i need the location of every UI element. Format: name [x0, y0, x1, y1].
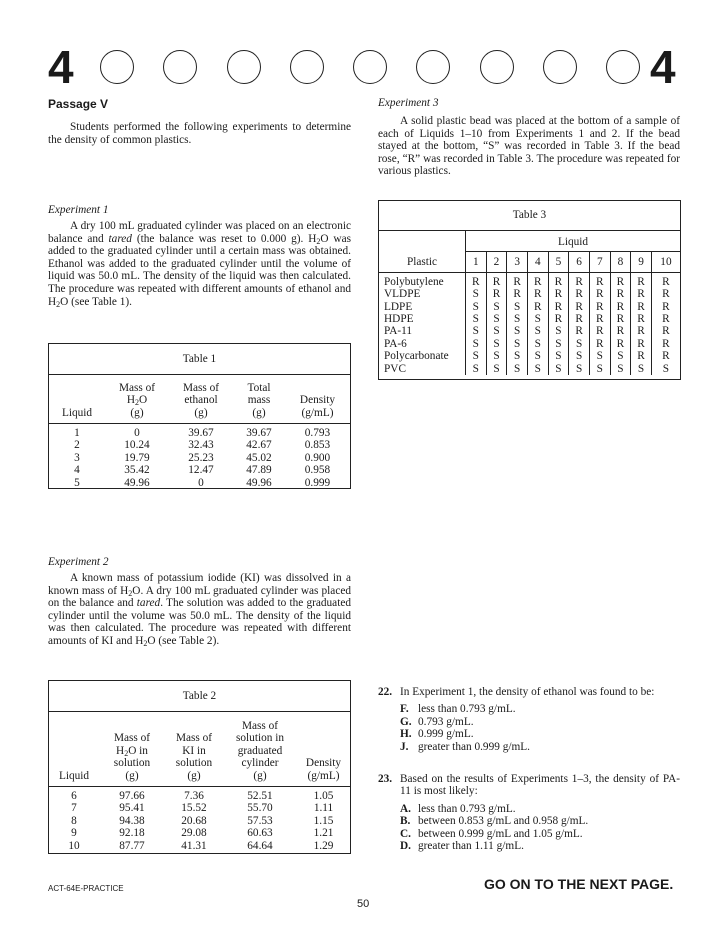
- answer-option[interactable]: [400, 803, 680, 815]
- answer-option[interactable]: [400, 741, 680, 753]
- table-3-result: S: [610, 363, 631, 375]
- table-cell: 47.89: [246, 464, 272, 477]
- table-cell: 57.53: [247, 814, 273, 827]
- answer-text: less than 0.793 g/mL.: [418, 802, 516, 815]
- table-3-result: S: [589, 363, 610, 375]
- table-1-header: Mass of $H_2O$ (g): [118, 381, 156, 419]
- decorative-circle: [416, 50, 450, 84]
- table-cell: 1: [74, 427, 80, 439]
- table-cell: 35.42: [124, 464, 150, 477]
- question-stem: In Experiment 1, the density of ethanol was found to be:: [400, 686, 655, 698]
- table-row: [379, 288, 680, 300]
- table-cell: 7.36: [184, 790, 204, 802]
- table-cell: 6: [71, 790, 77, 802]
- table-3-result: S: [466, 350, 487, 362]
- table-row: [49, 802, 350, 814]
- table-3-result: R: [651, 272, 680, 288]
- section-number-left: 4: [48, 41, 74, 93]
- table-row: [49, 815, 350, 827]
- question: [378, 686, 680, 753]
- table-1-header: Total mass (g): [247, 381, 271, 419]
- table-3-result: S: [527, 363, 548, 375]
- table-3-result: S: [486, 313, 507, 325]
- table-3-result: R: [507, 288, 528, 300]
- table-3-result: R: [486, 288, 507, 300]
- table-cell: 1.15: [313, 814, 334, 827]
- table-3-result: S: [548, 350, 569, 362]
- table-3-result: S: [527, 338, 548, 350]
- experiment-1-text: A dry 100 mL graduated cylinder was placed on an electronic balance and tared (the balance was reset to 0.000 g). $H_2O$ was added to the graduated cylinder until a certain mass was obtained. Ethanol was added to the graduated cylinder until the volume of liquid was 50.0 mL. The density of the liquid was then calculated. The procedure was repeated with different amounts of ethanol and $H_2O$ (see Table 1).: [48, 220, 351, 309]
- answer-letter: B.: [400, 815, 411, 828]
- answer-text: less than 0.793 g/mL.: [418, 703, 516, 716]
- table-cell: 60.63: [247, 827, 273, 840]
- answer-letter: C.: [400, 827, 411, 840]
- answer-letter: F.: [400, 703, 409, 716]
- table-3-result: R: [569, 325, 590, 337]
- table-3-plastic: PA-6: [384, 337, 407, 350]
- answer-option[interactable]: [400, 716, 680, 728]
- table-row: [49, 477, 350, 489]
- table-1-caption: Table 1: [49, 344, 350, 375]
- table-3-liquid-header: 4: [527, 252, 548, 272]
- passage-title: Passage V: [48, 97, 109, 111]
- table-3-result: S: [466, 363, 487, 375]
- decorative-circle: [353, 50, 387, 84]
- table-cell: 97.66: [119, 790, 145, 802]
- table-3-result: R: [548, 272, 569, 288]
- table-3-result: R: [589, 301, 610, 313]
- table-cell: 95.41: [119, 802, 145, 815]
- table-3-result: S: [486, 338, 507, 350]
- table-3-result: S: [548, 325, 569, 337]
- table-3-result: R: [548, 313, 569, 325]
- table-row: [49, 464, 350, 476]
- table-cell: 52.51: [247, 790, 273, 802]
- table-3-result: R: [589, 272, 610, 288]
- table-1-header: Mass of ethanol (g): [182, 381, 220, 419]
- table-row: [49, 439, 350, 451]
- table-1-grid: [49, 379, 350, 423]
- table-3-result: R: [631, 301, 652, 313]
- table-3-result: R: [589, 313, 610, 325]
- table-row: [379, 272, 680, 288]
- table-row: [49, 787, 350, 803]
- answer-option[interactable]: [400, 703, 680, 715]
- answer-option[interactable]: [400, 815, 680, 827]
- table-cell: 55.70: [247, 802, 273, 815]
- table-cell: 32.43: [188, 439, 214, 452]
- decorative-circle: [543, 50, 577, 84]
- table-3-liquid-header: 10: [651, 252, 680, 272]
- table-1-header: Density (g/mL): [299, 394, 336, 419]
- table-cell: 10: [68, 839, 80, 852]
- table-cell: 41.31: [181, 839, 207, 852]
- table-3: [378, 200, 681, 380]
- continue-text: GO ON TO THE NEXT PAGE.: [484, 876, 674, 892]
- table-3-result: R: [610, 313, 631, 325]
- table-3-result: S: [486, 363, 507, 375]
- table-1-header-row: [49, 379, 350, 423]
- answer-letter: J.: [400, 740, 409, 753]
- table-cell: 10.24: [124, 439, 150, 452]
- answer-option[interactable]: [400, 728, 680, 740]
- table-3-liquid-header: 8: [610, 252, 631, 272]
- table-3-result: S: [486, 350, 507, 362]
- table-2-grid: [49, 718, 350, 786]
- table-3-result: R: [466, 272, 487, 288]
- table-3-result: S: [569, 363, 590, 375]
- table-3-result: R: [651, 325, 680, 337]
- table-3-plastic: PVC: [384, 362, 406, 375]
- table-cell: 42.67: [246, 439, 272, 452]
- table-cell: 1.11: [313, 802, 334, 815]
- table-2-header: Mass of solution in graduated cylinder (g): [235, 719, 285, 782]
- table-cell: 1.21: [313, 827, 334, 840]
- table-cell: 12.47: [188, 464, 214, 477]
- table-cell: 0.958: [304, 464, 331, 477]
- answer-text: greater than 0.999 g/mL.: [418, 740, 530, 753]
- question-stem: Based on the results of Experiments 1–3, the density of PA-11 is most likely:: [400, 773, 680, 798]
- table-row: [379, 338, 680, 350]
- table-3-result: S: [569, 350, 590, 362]
- table-3-result: R: [610, 301, 631, 313]
- answer-letter: H.: [400, 728, 412, 741]
- table-3-result: R: [486, 272, 507, 288]
- table-3-result: R: [569, 313, 590, 325]
- table-3-result: R: [548, 301, 569, 313]
- table-row: [49, 827, 350, 839]
- table-3-result: S: [527, 350, 548, 362]
- table-cell: 39.67: [246, 427, 272, 439]
- table-3-plastic: LDPE: [384, 300, 413, 313]
- table-cell: 0: [134, 427, 140, 439]
- table-3-result: S: [651, 363, 680, 375]
- table-cell: 0: [198, 476, 204, 489]
- table-cell: 25.23: [188, 451, 214, 464]
- table-cell: 19.79: [124, 451, 150, 464]
- table-1-body: [49, 423, 350, 489]
- decorative-circle: [100, 50, 134, 84]
- table-row: [379, 325, 680, 337]
- table-cell: 45.02: [246, 451, 272, 464]
- table-3-result: R: [507, 272, 528, 288]
- table-cell: 2: [74, 439, 80, 452]
- table-cell: 0.999: [304, 476, 331, 489]
- table-cell: 9: [71, 827, 77, 840]
- table-3-result: R: [631, 350, 652, 362]
- table-3-liquid-label: Liquid: [466, 231, 681, 252]
- table-3-result: R: [631, 338, 652, 350]
- table-row: [379, 313, 680, 325]
- table-1: [48, 343, 351, 489]
- table-cell: 0.853: [304, 439, 331, 452]
- table-3-result: R: [651, 313, 680, 325]
- table-row: [49, 840, 350, 852]
- table-cell: 49.96: [246, 476, 272, 489]
- table-row: [379, 301, 680, 313]
- table-cell: 1.29: [313, 839, 334, 852]
- table-3-result: R: [589, 325, 610, 337]
- table-3-result: R: [610, 272, 631, 288]
- table-2-header-row: [49, 718, 350, 786]
- table-3-result: S: [466, 338, 487, 350]
- table-cell: 92.18: [119, 827, 145, 840]
- answer-text: greater than 1.11 g/mL.: [418, 840, 524, 853]
- table-cell: 29.08: [181, 827, 207, 840]
- table-3-liquid-label-row: [379, 231, 680, 252]
- table-3-result: S: [507, 338, 528, 350]
- table-3-result: S: [569, 338, 590, 350]
- table-3-result: R: [631, 325, 652, 337]
- form-code: ACT-64E-PRACTICE: [48, 884, 124, 893]
- table-2-body: [49, 786, 350, 852]
- answer-text: between 0.853 g/mL and 0.958 g/mL.: [418, 815, 589, 828]
- table-3-result: R: [527, 288, 548, 300]
- table-cell: 4: [74, 464, 80, 477]
- experiment-1-title: Experiment 1: [48, 204, 109, 216]
- table-cell: 15.52: [181, 802, 207, 815]
- experiment-2-text: A known mass of potassium iodide (KI) was dissolved in a known mass of $H_2O$. A dry 100 mL graduated cylinder was placed on the balance and tared. The solution was added to the graduated cylinder until the volume was 50.0 mL. The density of the liquid was then calculated. The procedure was repeated with different amounts of KI and $H_2O$ (see Table 2).: [48, 572, 352, 648]
- table-2-header: Density (g/mL): [305, 757, 342, 782]
- table-3-liquid-header: 3: [507, 252, 528, 272]
- table-3-liquid-header: 5: [548, 252, 569, 272]
- table-3-blank: [379, 231, 466, 252]
- answer-letter: A.: [400, 802, 411, 815]
- page-number: 50: [357, 898, 370, 910]
- table-3-liquid-header: 9: [631, 252, 652, 272]
- table-3-result: R: [651, 288, 680, 300]
- table-3-result: S: [507, 325, 528, 337]
- table-3-plastic: VLDPE: [384, 288, 421, 301]
- table-3-result: R: [651, 338, 680, 350]
- table-cell: 1.05: [313, 790, 334, 802]
- answer-letter: D.: [400, 840, 411, 853]
- table-3-result: S: [527, 325, 548, 337]
- table-3-result: R: [631, 313, 652, 325]
- table-3-result: S: [466, 325, 487, 337]
- answer-option[interactable]: [400, 828, 680, 840]
- table-3-result: S: [466, 288, 487, 300]
- table-3-result: S: [486, 325, 507, 337]
- decorative-circle: [227, 50, 261, 84]
- table-3-result: R: [548, 288, 569, 300]
- table-3-result: R: [610, 288, 631, 300]
- table-3-result: R: [651, 350, 680, 362]
- table-3-result: R: [589, 338, 610, 350]
- table-3-plastic: Polybutylene: [384, 275, 444, 288]
- question: [378, 773, 680, 852]
- table-3-result: R: [610, 338, 631, 350]
- table-3-result: R: [527, 301, 548, 313]
- table-2-header: Liquid: [58, 769, 90, 782]
- table-3-result: R: [569, 301, 590, 313]
- answer-letter: G.: [400, 715, 412, 728]
- experiment-3-text: A solid plastic bead was placed at the bottom of a sample of each of Liquids 1–10 from Experiments 1 and 2. If the bead stayed at the bottom, “S” was recorded in Table 3. If the bead rose, “R” was recorded in Table 3. The procedure was repeated for various plastics.: [378, 115, 680, 178]
- table-row: [379, 350, 680, 362]
- table-row: [49, 424, 350, 440]
- table-2: [48, 680, 351, 854]
- table-cell: 20.68: [181, 814, 207, 827]
- decorative-circle: [480, 50, 514, 84]
- table-3-result: S: [507, 350, 528, 362]
- table-row: [49, 452, 350, 464]
- table-cell: 49.96: [124, 476, 150, 489]
- table-2-caption: Table 2: [49, 681, 350, 712]
- table-cell: 0.793: [304, 427, 331, 439]
- table-3-result: R: [569, 272, 590, 288]
- table-3-liquid-header: 1: [466, 252, 487, 272]
- table-2-header: Mass of $H_2O$ in solution (g): [113, 732, 151, 782]
- table-3-liquid-header: 2: [486, 252, 507, 272]
- table-3-result: R: [527, 272, 548, 288]
- answer-text: 0.793 g/mL.: [418, 715, 474, 728]
- table-3-plastic-header: Plastic: [379, 252, 466, 272]
- section-number-right: 4: [650, 41, 676, 93]
- table-3-caption: Table 3: [379, 201, 680, 231]
- table-3-result: S: [486, 301, 507, 313]
- table-3-result: S: [548, 363, 569, 375]
- table-1-header: Liquid: [61, 406, 93, 419]
- decorative-circle: [606, 50, 640, 84]
- table-cell: 3: [74, 451, 80, 464]
- table-3-result: R: [589, 288, 610, 300]
- question-number: 22.: [378, 686, 393, 698]
- table-3-result: S: [507, 301, 528, 313]
- decorative-circle: [163, 50, 197, 84]
- table-3-result: R: [610, 325, 631, 337]
- table-3-plastic: PA-11: [384, 325, 413, 338]
- table-3-result: R: [569, 288, 590, 300]
- header-circle-row: [100, 50, 640, 86]
- table-cell: 39.67: [188, 427, 214, 439]
- table-cell: 5: [74, 476, 80, 489]
- table-cell: 87.77: [119, 839, 145, 852]
- table-3-plastic: HDPE: [384, 313, 414, 326]
- table-3-result: R: [651, 301, 680, 313]
- table-3-result: S: [631, 363, 652, 375]
- question-number: 23.: [378, 773, 393, 785]
- table-3-plastic: Polycarbonate: [384, 350, 449, 363]
- table-3-result: S: [507, 313, 528, 325]
- experiment-2-title: Experiment 2: [48, 556, 109, 568]
- table-cell: 7: [71, 802, 77, 815]
- passage-intro: Students performed the following experiments to determine the density of common plastics.: [48, 121, 351, 146]
- table-3-result: S: [466, 313, 487, 325]
- table-3-result: S: [610, 350, 631, 362]
- table-3-result: S: [589, 350, 610, 362]
- table-cell: 8: [71, 814, 77, 827]
- table-3-liquid-header: 6: [569, 252, 590, 272]
- answer-option[interactable]: [400, 840, 680, 852]
- experiment-3-title: Experiment 3: [378, 97, 439, 109]
- table-row: [379, 363, 680, 375]
- table-3-liquid-header: 7: [589, 252, 610, 272]
- table-3-header-row: [379, 252, 680, 272]
- table-3-body: [379, 231, 680, 375]
- table-cell: 94.38: [119, 814, 145, 827]
- table-3-result: S: [507, 363, 528, 375]
- answer-text: 0.999 g/mL.: [418, 728, 474, 741]
- answer-text: between 0.999 g/mL and 1.05 g/mL.: [418, 827, 583, 840]
- table-2-header: Mass of KI in solution (g): [175, 732, 213, 782]
- table-3-result: R: [631, 272, 652, 288]
- decorative-circle: [290, 50, 324, 84]
- table-3-result: S: [548, 338, 569, 350]
- table-3-result: R: [631, 288, 652, 300]
- table-3-result: S: [527, 313, 548, 325]
- table-cell: 64.64: [247, 839, 273, 852]
- table-3-result: S: [466, 301, 487, 313]
- table-cell: 0.900: [304, 451, 331, 464]
